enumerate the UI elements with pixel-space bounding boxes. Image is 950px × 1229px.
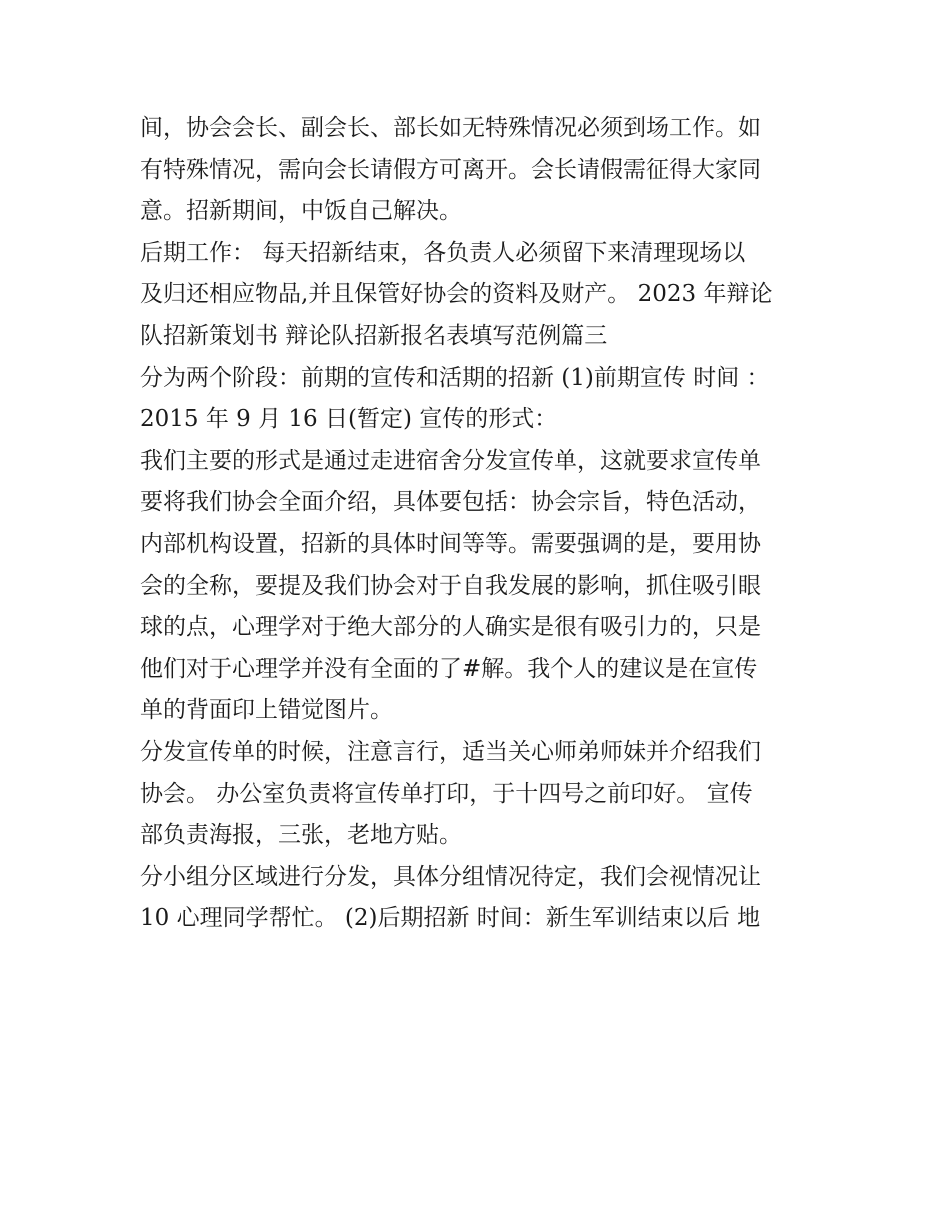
document-body <box>140 108 820 940</box>
text-line: 10 心理同学帮忙。 (2)后期招新 时间：新生军训结束以后 地 <box>140 905 761 932</box>
text-line: 会的全称，要提及我们协会对于自我发展的影响，抓住吸引眼 <box>140 572 761 599</box>
text-line: 间，协会会长、副会长、部长如无特殊情况必须到场工作。如 <box>140 115 761 141</box>
text-line: 分小组分区域进行分发，具体分组情况待定，我们会视情况让 <box>140 863 761 890</box>
text-line: 协会。 办公室负责将宣传单打印，于十四号之前印好。 宣传 <box>140 780 753 807</box>
text-line: 我们主要的形式是通过走进宿舍分发宣传单，这就要求宣传单 <box>140 447 761 474</box>
text-line: 2015 年 9 月 16 日(暂定) 宣传的形式： <box>140 406 558 433</box>
text-line: 后期工作： 每天招新结束，各负责人必须留下来清理现场以 <box>140 239 746 266</box>
text-line: 分为两个阶段：前期的宣传和活期的招新 (1)前期宣传 时间 ： <box>140 364 770 391</box>
text-line: 球的点，心理学对于绝大部分的人确实是很有吸引力的，只是 <box>140 614 761 641</box>
text-line: 有特殊情况，需向会长请假方可离开。会长请假需征得大家同 <box>140 156 761 183</box>
text-line: 分发宣传单的时候，注意言行，适当关心师弟师妹并介绍我们 <box>140 738 761 765</box>
text-line: 要将我们协会全面介绍，具体要包括：协会宗旨，特色活动， <box>140 489 761 516</box>
text-line: 意。招新期间，中饭自己解决。 <box>140 198 462 225</box>
text-line: 他们对于心理学并没有全面的了#解。我个人的建议是在宣传 <box>140 655 758 682</box>
text-line: 部负责海报，三张，老地方贴。 <box>140 822 462 849</box>
text-line: 内部机构设置，招新的具体时间等等。需要强调的是，要用协 <box>140 530 761 557</box>
text-line: 队招新策划书 辩论队招新报名表填写范例篇三 <box>140 322 608 349</box>
text-line: 单的背面印上错觉图片。 <box>140 697 393 724</box>
text-line: 及归还相应物品,并且保管好协会的资料及财产。 2023 年辩论 <box>140 281 773 308</box>
